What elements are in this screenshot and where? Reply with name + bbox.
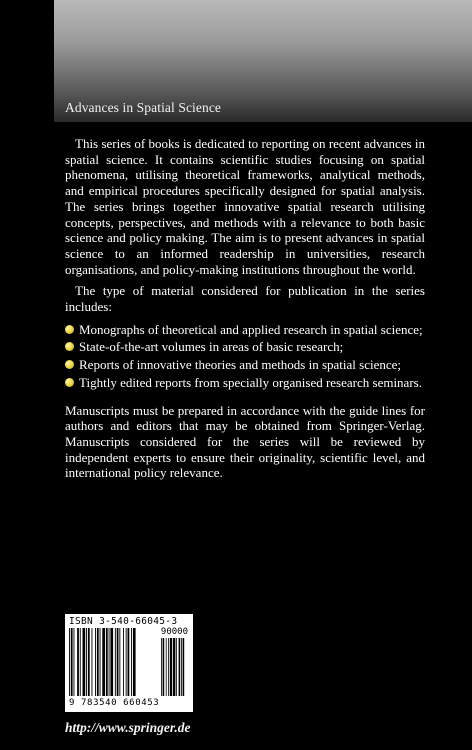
bullet-icon	[65, 325, 74, 334]
ean-number: 9 783540 660453	[69, 698, 160, 708]
barcode-addon-number: 90000	[160, 627, 188, 637]
isbn-number: ISBN 3-540-66045-3	[69, 616, 178, 627]
intro-paragraph: This series of books is dedicated to reporting on recent advances in spatial science. It contains scientific studies focusing on spatial phenomena, utilising theoretical frameworks, analytical methods, and empirical procedures specifically designed for spatial analysis. The series brings together innovative spatial research utilising concepts, perspectives, and methods with a relevance to both basic science and policy making. The aim is to present advances in spatial science to an informed readership in universities, research organisations, and policy-making institutions throughout the world.	[65, 136, 425, 277]
back-cover-text	[65, 136, 425, 481]
list-item: Reports of innovative theories and methods in spatial science;	[65, 357, 425, 373]
list-item: Monographs of theoretical and applied research in spatial science;	[65, 322, 425, 338]
bullet-icon	[65, 342, 74, 351]
manuscripts-paragraph: Manuscripts must be prepared in accordance with the guide lines for authors and editors that may be obtained from Springer-Verlag. Manuscripts considered for the series will be reviewed by independent experts to ensure their originality, scientific level, and international policy relevance.	[65, 402, 425, 481]
list-item: State-of-the-art volumes in areas of basic research;	[65, 339, 425, 355]
isbn-barcode	[65, 614, 193, 712]
series-title: Advances in Spatial Science	[65, 100, 222, 115]
list-item: Tightly edited reports from specially organised research seminars.	[65, 375, 425, 391]
material-list	[65, 322, 425, 391]
publisher-url[interactable]: http://www.springer.de	[65, 720, 191, 735]
barcode-bars	[69, 628, 189, 698]
bullet-icon	[65, 378, 74, 387]
bullet-icon	[65, 360, 74, 369]
material-intro-paragraph: The type of material considered for publication in the series includes:	[65, 283, 425, 315]
